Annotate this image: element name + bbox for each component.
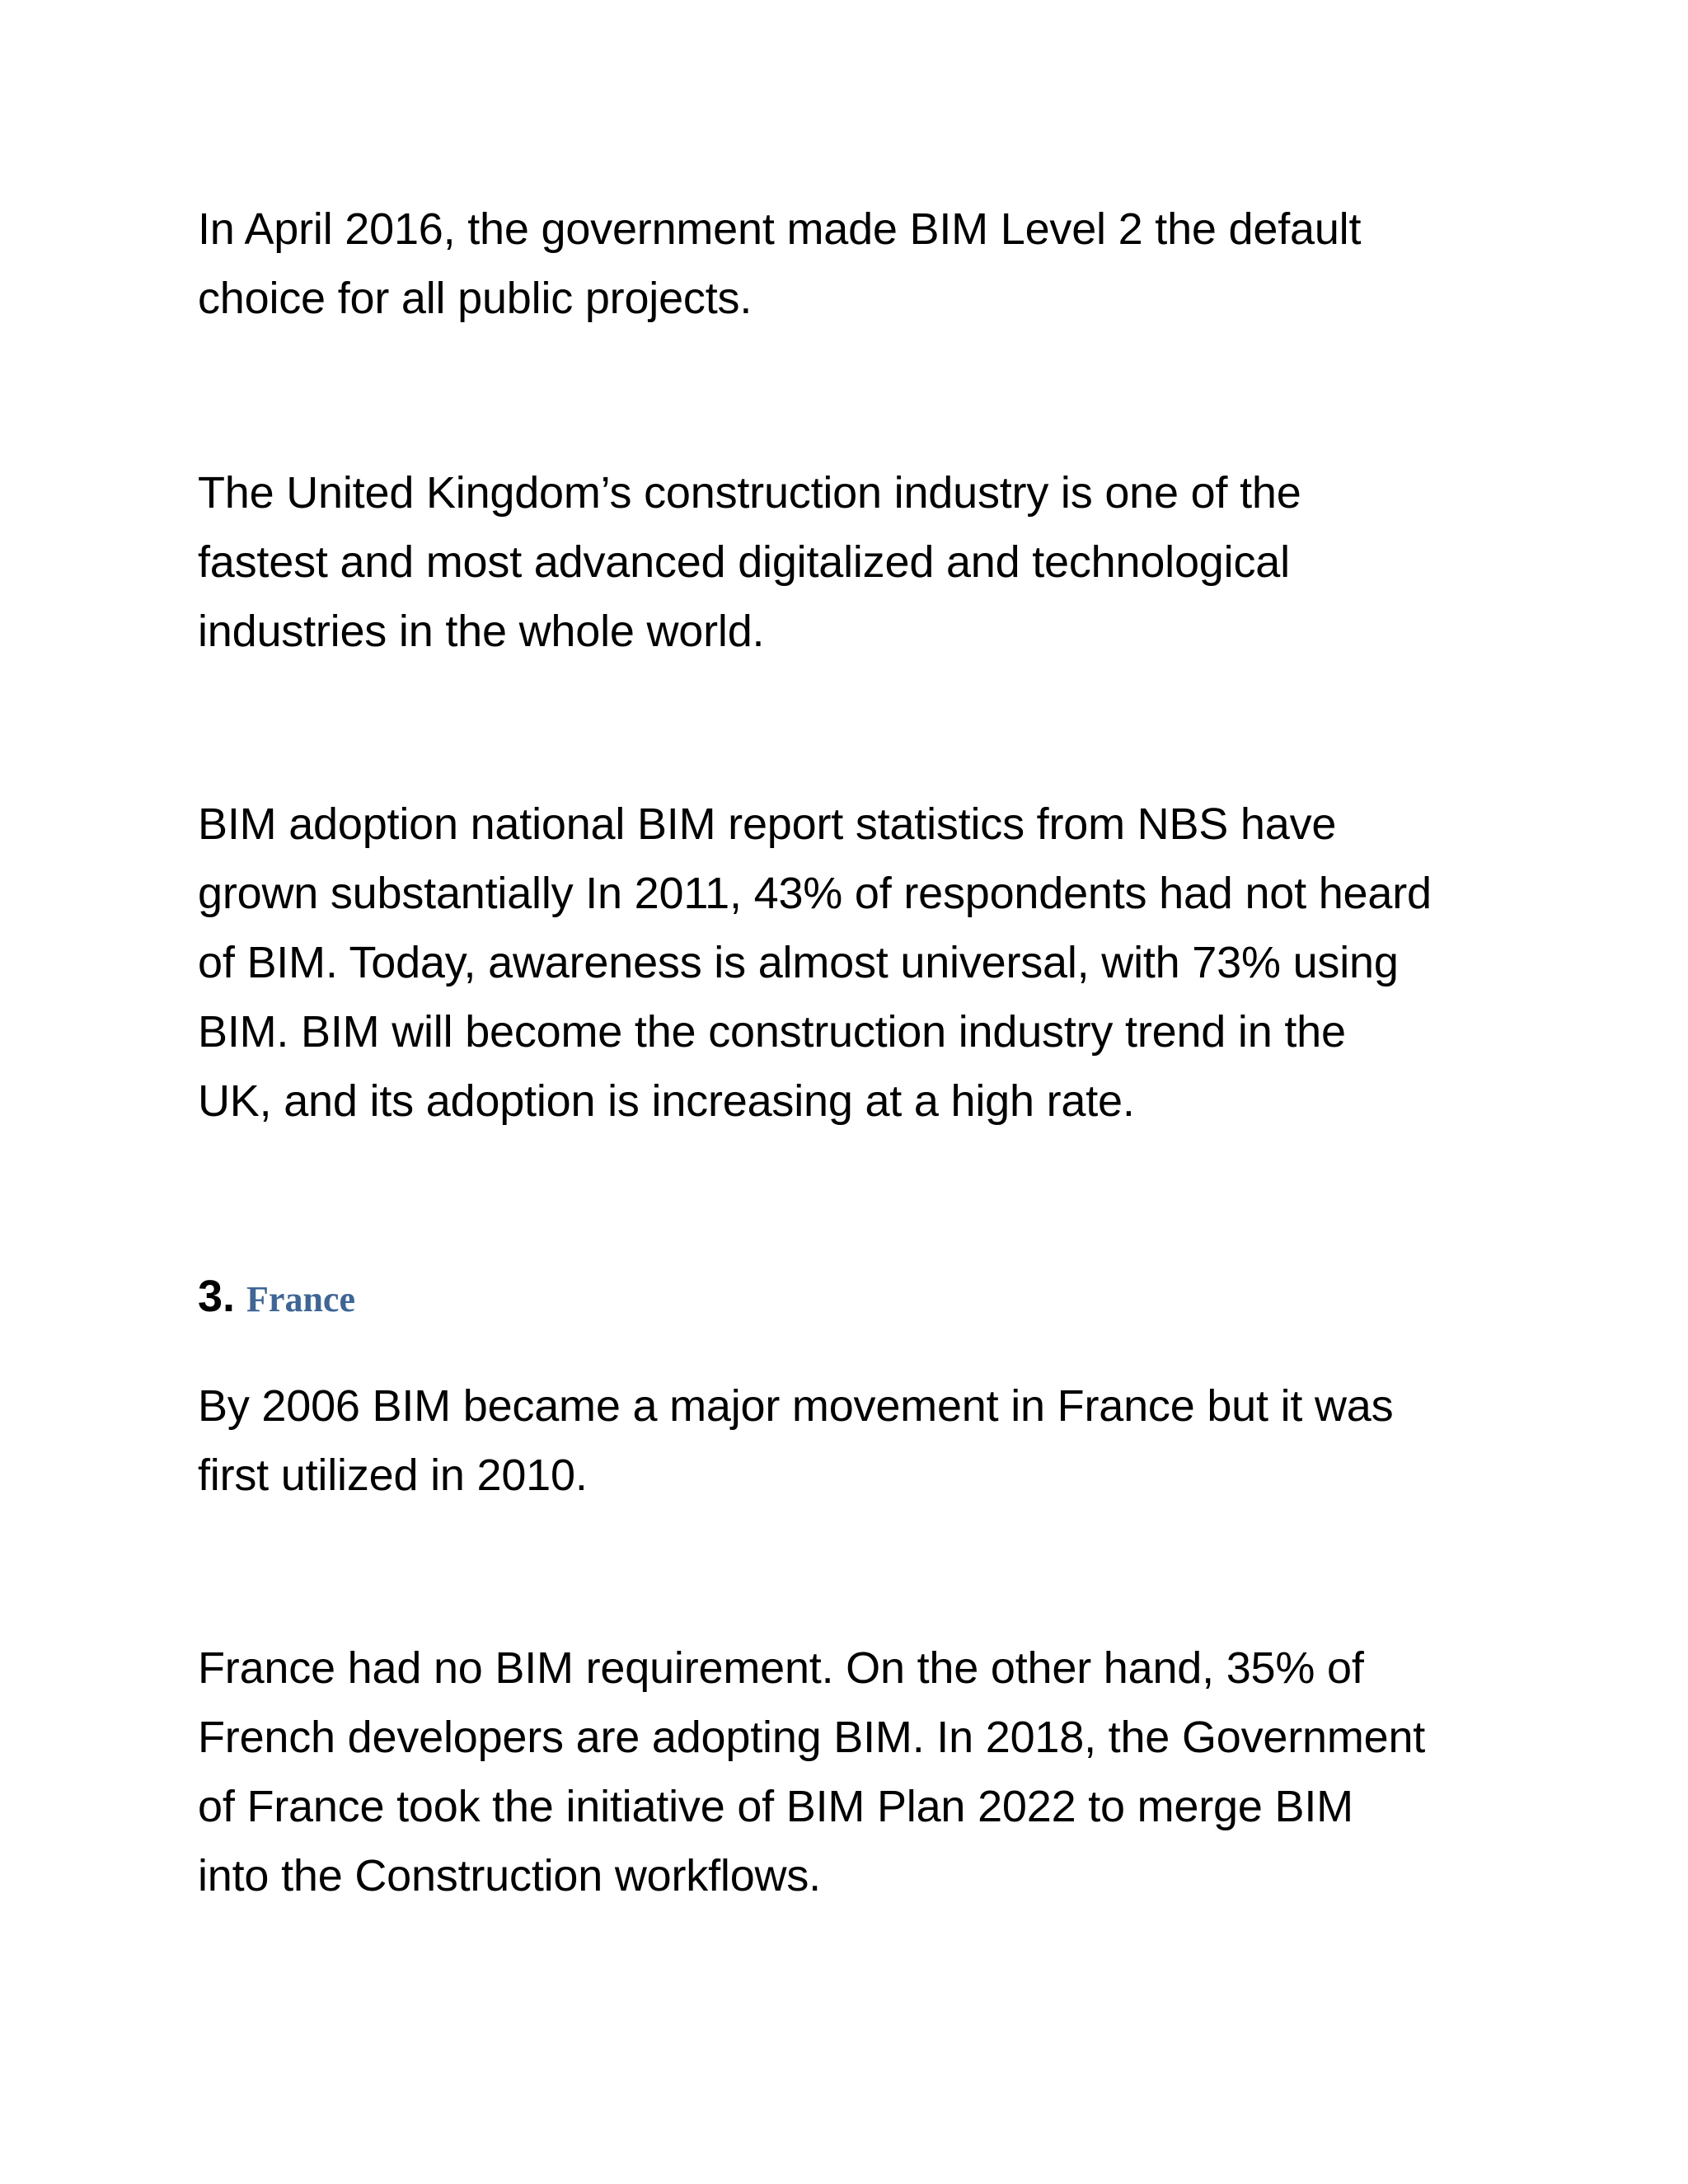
text-line: of BIM. Today, awareness is almost universal, with 73% using: [198, 938, 1399, 987]
text-line: industries in the whole world.: [198, 607, 765, 656]
section-heading-france: [198, 1271, 355, 1322]
text-line: The United Kingdom’s construction industry is one of the: [198, 468, 1301, 518]
paragraph-nbs-statistics: [198, 790, 1517, 1136]
text-line: choice for all public projects.: [198, 274, 753, 323]
paragraph-bim-level-2: [198, 194, 1517, 333]
paragraph-uk-industry: [198, 458, 1517, 666]
section-number: 3.: [198, 1272, 236, 1321]
text-line: of France took the initiative of BIM Plan 2022 to merge BIM: [198, 1782, 1353, 1831]
text-line: France had no BIM requirement. On the other hand, 35% of: [198, 1643, 1364, 1693]
text-line: In April 2016, the government made BIM Level 2 the default: [198, 204, 1362, 254]
text-line: BIM. BIM will become the construction industry trend in the: [198, 1007, 1346, 1057]
text-line: into the Construction workflows.: [198, 1851, 821, 1900]
paragraph-france-2006: [198, 1371, 1517, 1510]
text-line: fastest and most advanced digitalized and technological: [198, 537, 1290, 587]
text-line: UK, and its adoption is increasing at a high rate.: [198, 1076, 1135, 1126]
text-line: first utilized in 2010.: [198, 1451, 588, 1500]
paragraph-france-bim-plan: [198, 1633, 1517, 1910]
text-line: By 2006 BIM became a major movement in France but it was: [198, 1381, 1394, 1431]
text-line: BIM adoption national BIM report statistics from NBS have: [198, 799, 1337, 849]
section-title: France: [246, 1279, 355, 1319]
text-line: French developers are adopting BIM. In 2018, the Government: [198, 1713, 1426, 1762]
text-line: grown substantially In 2011, 43% of respondents had not heard: [198, 869, 1432, 918]
